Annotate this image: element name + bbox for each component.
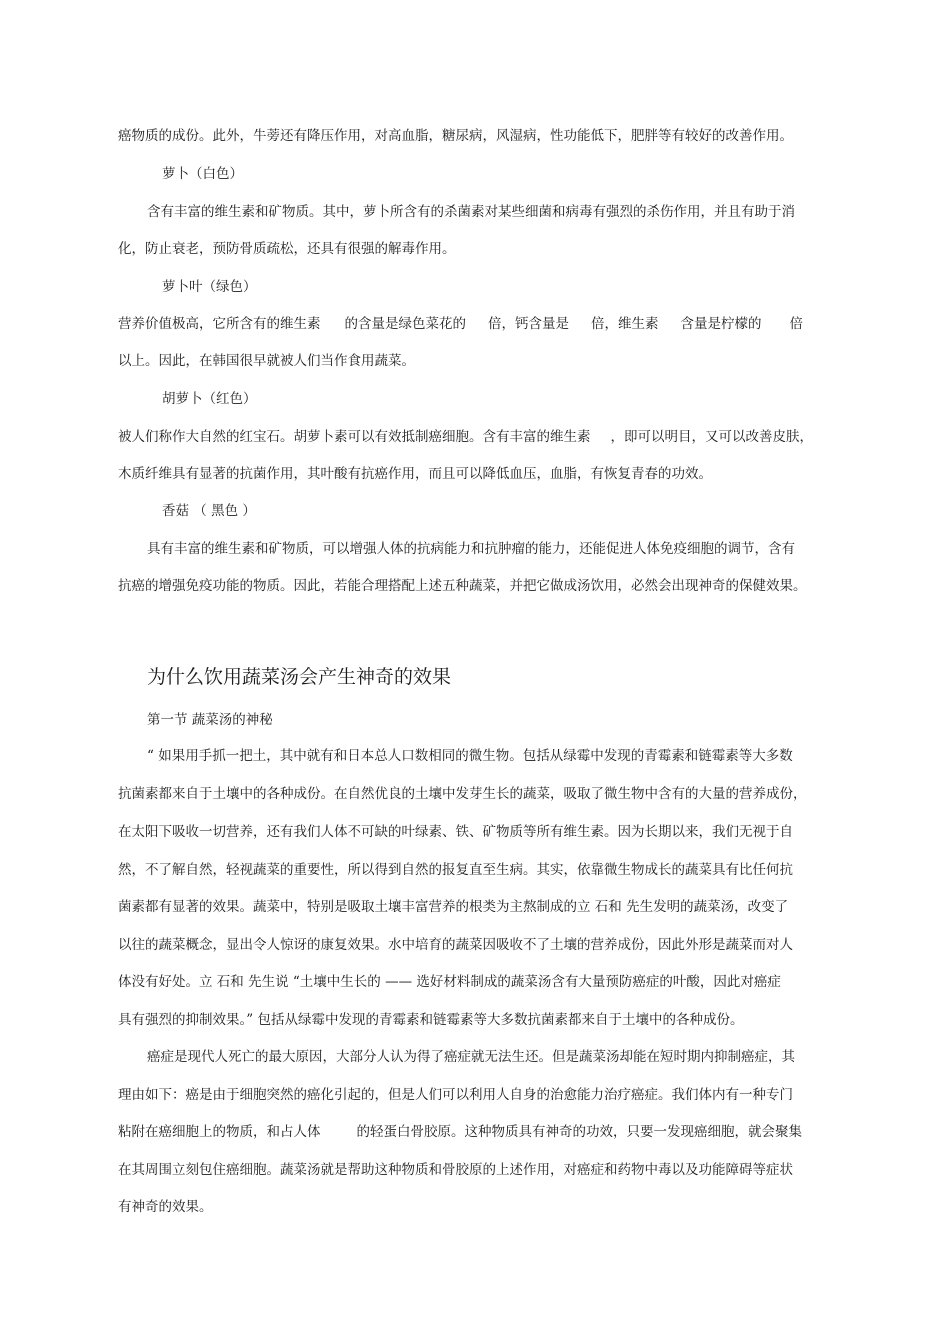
text-line: 木质纤维具有显著的抗菌作用，其叶酸有抗癌作用，而且可以降低血压，血脂，有恢复青春的功效。 [118, 466, 712, 482]
text-line: 化，防止衰老，预防骨质疏松，还具有很强的解毒作用。 [118, 241, 456, 257]
text-fragment: 含量是柠檬的 [680, 316, 762, 332]
vegetable-heading-radish-leaf: 萝卜叶（绿色） [162, 279, 257, 295]
text-fragment: 倍，维生素 [591, 316, 659, 332]
paragraph-line: 体没有好处。立 石和 先生说 “土壤中生长的 —— 选好材料制成的蔬菜汤含有大量预防癌症的叶酸，因此对癌症 [118, 974, 781, 990]
text-fragment: ，即可以明目，又可以改善皮肤， [610, 429, 813, 445]
text-line: 抗癌的增强免疫功能的物质。因此，若能合理搭配上述五种蔬菜，并把它做成汤饮用，必然会出现神奇的保健效果。 [118, 578, 807, 594]
text-line: 具有丰富的维生素和矿物质，可以增强人体的抗病能力和抗肿瘤的能力，还能促进人体免疫细胞的调节，含有 [147, 541, 795, 557]
text-fragment: 倍 [789, 316, 803, 332]
text-fragment: 营养价值极高，它所含有的维生素 [118, 316, 321, 332]
text-line-carrot [118, 427, 840, 447]
paragraph-line: “ 如果用手抓一把土，其中就有和日本总人口数相同的微生物。包括从绿霉中发现的青霉素和链霉素等大多数 [147, 748, 793, 764]
paragraph-line: 然，不了解自然，轻视蔬菜的重要性，所以得到自然的报复直至生病。其实，依靠微生物成长的蔬菜具有比任何抗 [118, 862, 793, 878]
vegetable-heading-radish: 萝卜（白色） [162, 166, 243, 182]
page-heading: 为什么饮用蔬菜汤会产生神奇的效果 [147, 666, 452, 688]
paragraph-line: 抗菌素都来自于土壤中的各种成份。在自然优良的土壤中发芽生长的蔬菜，吸取了微生物中含有的大量的营养成份， [118, 786, 807, 802]
text-fragment: 粘附在癌细胞上的物质，和占人体 [118, 1124, 321, 1140]
vegetable-heading-mushroom: 香菇 （ 黑色 ） [162, 503, 256, 519]
paragraph-line: 以往的蔬菜概念，显出令人惊讶的康复效果。水中培育的蔬菜因吸收不了土壤的营养成份，因此外形是蔬菜而对人 [118, 937, 793, 953]
text-line-leaf-nutrition [118, 314, 840, 334]
paragraph-line: 具有强烈的抑制效果。” 包括从绿霉中发现的青霉素和链霉素等大多数抗菌素都来自于土壤中的各种成份。 [118, 1012, 744, 1028]
paragraph-line: 有神奇的效果。 [118, 1199, 213, 1215]
paragraph-line: 在其周围立刻包住癌细胞。蔬菜汤就是帮助这种物质和骨胶原的上述作用，对癌症和药物中毒以及功能障碍等症状 [118, 1162, 793, 1178]
section-title: 第一节 蔬菜汤的神秘 [147, 712, 273, 728]
paragraph-line: 理由如下：癌是由于细胞突然的癌化引起的，但是人们可以利用人自身的治愈能力治疗癌症。我们体内有一种专门 [118, 1087, 793, 1103]
text-fragment: 被人们称作大自然的红宝石。胡萝卜素可以有效抵制癌细胞。含有丰富的维生素 [118, 429, 591, 445]
paragraph-line: 在太阳下吸收一切营养，还有我们人体不可缺的叶绿素、铁、矿物质等所有维生素。因为长期以来，我们无视于自 [118, 824, 793, 840]
text-fragment: 的含量是绿色菜花的 [344, 316, 466, 332]
text-fragment: 的轻蛋白骨胶原。这种物质具有神奇的功效，只要一发现癌细胞，就会聚集 [356, 1124, 802, 1140]
paragraph-line: 癌症是现代人死亡的最大原因，大部分人认为得了癌症就无法生还。但是蔬菜汤却能在短时期内抑制癌症，其 [147, 1049, 795, 1065]
vegetable-heading-carrot: 胡萝卜（红色） [162, 391, 257, 407]
text-line: 以上。因此，在韩国很早就被人们当作食用蔬菜。 [118, 353, 415, 369]
text-line: 癌物质的成份。此外，牛蒡还有降压作用，对高血脂，糖尿病，风湿病，性功能低下，肥胖等有较好的改善作用。 [118, 128, 793, 144]
paragraph-line [118, 1122, 840, 1142]
text-line: 含有丰富的维生素和矿物质。其中，萝卜所含有的杀菌素对某些细菌和病毒有强烈的杀伤作用，并且有助于消 [147, 204, 795, 220]
text-fragment: 倍，钙含量是 [488, 316, 569, 332]
paragraph-line: 菌素都有显著的效果。蔬菜中，特别是吸取土壤丰富营养的根类为主熬制成的立 石和 先生发明的蔬菜汤，改变了 [118, 899, 789, 915]
